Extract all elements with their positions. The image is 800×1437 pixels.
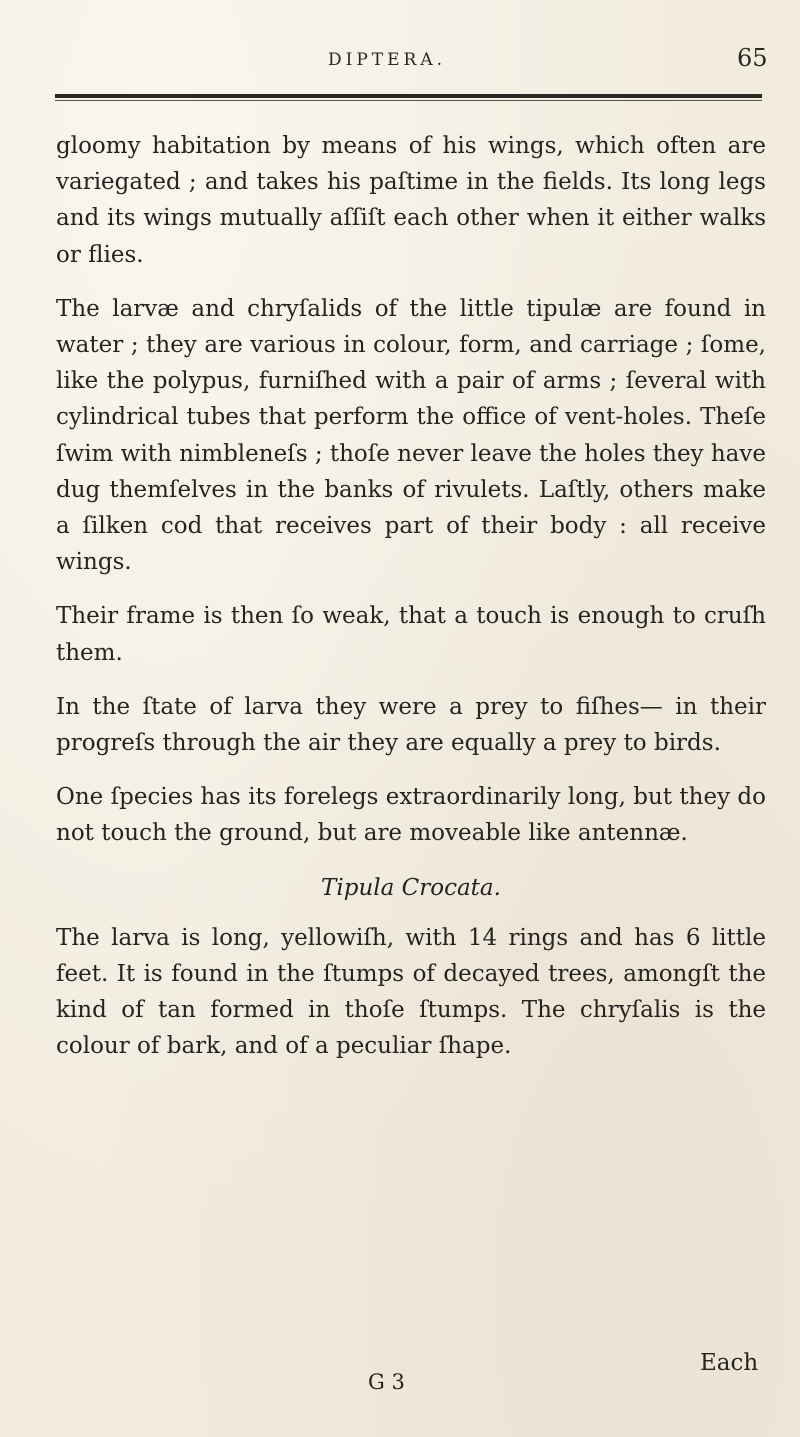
catchword: Each	[700, 1350, 759, 1376]
running-head	[0, 42, 800, 82]
signature-mark: G 3	[368, 1370, 405, 1394]
species-heading: Tipula Crocata.	[321, 874, 501, 901]
paragraph-continuation: gloomy habitation by means of his wings, which often are variegated ; and takes his paſtime in the fields. Its long legs and its wings mutually aſſiſt each other when it either walks or flies.	[56, 133, 766, 268]
running-title: DIPTERA.	[328, 50, 447, 70]
header-rule-thick	[55, 94, 762, 98]
body-text	[56, 128, 766, 1083]
header-rule-thin	[55, 100, 762, 101]
page-number: 65	[737, 44, 768, 72]
paragraph-prey: In the ſtate of larva they were a prey to fiſhes— in their progreſs through the air they are equally a prey to birds.	[56, 693, 766, 757]
paragraph-larvae: The larvæ and chryſalids of the little tipulæ are found in water ; they are various in colour, form, and carriage ; ſome, like the polypus, furniſhed with a pair of arms ; ſeveral with cylindrical tubes that perform the office of vent-holes. Theſe ſwim with nimbleneſs ; thoſe never leave the holes they have dug themſelves in the banks of rivulets. Laſtly, others make a ſilken cod that receives part of their body : all receive wings.	[56, 295, 766, 576]
paragraph-crocata: The larva is long, yellowiſh, with 14 rings and has 6 little feet. It is found in the ſtumps of decayed trees, amongſt the kind of tan formed in thoſe ſtumps. The chryſalis is the colour of bark, and of a peculiar ſhape.	[56, 924, 766, 1060]
paragraph-frame: Their frame is then ſo weak, that a touch is enough to cruſh them.	[56, 603, 766, 666]
paragraph-species: One ſpecies has its forelegs extraordinarily long, but they do not touch the ground, but are moveable like antennæ.	[56, 784, 766, 847]
